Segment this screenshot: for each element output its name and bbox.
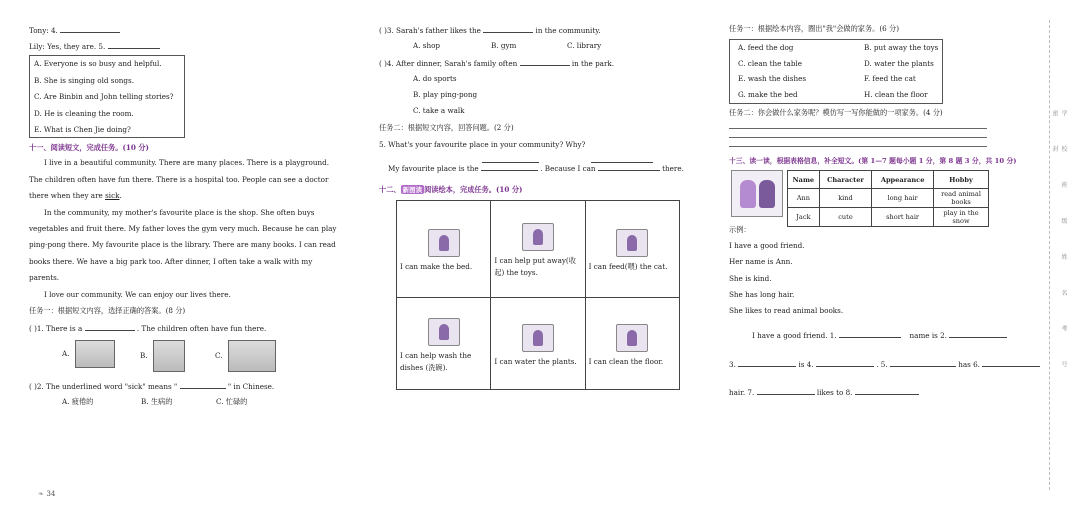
chores-box: [729, 39, 943, 104]
q1-option-a[interactable]: A.: [62, 340, 115, 368]
new-reading-badge: 新图读: [402, 186, 423, 194]
q2-option-a[interactable]: A. 疲倦的: [62, 397, 94, 406]
q5-place-blank[interactable]: [481, 162, 538, 171]
table-cell: short hair: [872, 208, 934, 227]
header-hobby: Hobby: [934, 171, 989, 189]
q4-option-b[interactable]: B. play ping-pong: [413, 90, 478, 99]
fill-blank-8[interactable]: [855, 386, 919, 395]
fill-line-3: hair. 7. likes to 8.: [729, 386, 919, 397]
make-bed-illustration: [428, 229, 460, 257]
q2-option-b[interactable]: B. 生病的: [141, 397, 173, 406]
shop-image: [75, 340, 115, 368]
q1-option-b[interactable]: B.: [140, 340, 185, 372]
feed-cat-illustration: [616, 229, 648, 257]
q3-option-b[interactable]: B. gym: [491, 41, 517, 50]
grid-cell-5: I can water the plants.: [491, 298, 585, 390]
section-12-title: 十二、 新图读 阅读绘本，完成任务。(10 分): [379, 185, 523, 194]
playground-image: [228, 340, 276, 372]
passage-para1-line3: there when they are sick.: [29, 191, 122, 200]
chore-b[interactable]: B. put away the toys: [864, 43, 939, 52]
chore-c[interactable]: C. clean the table: [738, 58, 802, 68]
passage-para2-line1: In the community, my mother's favourite place is the shop. She often buys: [44, 208, 315, 217]
q3-option-a[interactable]: A. shop: [413, 41, 441, 50]
chore-g[interactable]: G. make the bed: [738, 89, 798, 99]
table-cell: cute: [819, 208, 871, 227]
q2-blank[interactable]: [180, 380, 226, 389]
friend-info-table: [787, 170, 989, 227]
table-cell: read animal books: [934, 189, 989, 208]
grid-cell-4: I can help wash the dishes (洗碗).: [397, 298, 491, 390]
example-line-2: Her name is Ann.: [729, 257, 793, 266]
chore-f[interactable]: F. feed the cat: [864, 74, 916, 83]
fill-line-2: 3. is 4. . 5. has 6.: [729, 358, 1040, 369]
option-d: D. He is cleaning the room.: [34, 108, 134, 118]
header-appearance: Appearance: [872, 171, 934, 189]
answer-blank-5[interactable]: [108, 40, 160, 49]
writing-line-2[interactable]: [729, 137, 987, 138]
grid-cell-2: I can help put away(收起) the toys.: [491, 201, 585, 298]
right-task2-title: 任务二：你会做什么家务呢？模仿写一写你能做的一项家务。(4 分): [729, 108, 943, 117]
grid-cell-6: I can clean the floor.: [585, 298, 679, 390]
example-line-3: She is kind.: [729, 274, 772, 283]
dialogue-options-box: [29, 55, 185, 138]
passage-para2-line3: ping-pong there. My favourite place is the library. There are many books. I can read: [29, 240, 336, 249]
wash-dishes-illustration: [428, 318, 460, 346]
underlined-sick: sick: [105, 191, 120, 200]
fill-blank-1[interactable]: [839, 329, 901, 338]
section-13-title: 十三、读一读，根据表格信息，补全短文。(第 1—7 题每小题 1 分，第 8 题 3 分，共 10 分): [729, 157, 1017, 165]
friends-illustration: [731, 170, 783, 217]
hospital-image: [153, 340, 185, 372]
option-c: C. Are Binbin and John telling stories?: [34, 92, 174, 101]
passage-para3: I love our community. We can enjoy our lives there.: [44, 290, 231, 299]
fill-blank-3[interactable]: [738, 358, 796, 367]
task1-title: 任务一：根据短文内容，选择正确的答案。(8 分): [29, 306, 186, 315]
answer-blank-4[interactable]: [60, 24, 120, 33]
passage-para2-line4: books there. We have a big park too. After dinner, I often take a walk with my: [29, 257, 313, 266]
header-name: Name: [788, 171, 820, 189]
q4-option-c[interactable]: C. take a walk: [413, 106, 465, 115]
example-line-1: I have a good friend.: [729, 241, 805, 250]
table-cell: Ann: [788, 189, 820, 208]
q5-reason-blank[interactable]: [598, 162, 660, 171]
question-1: ( )1. There is a . The children often have fun there.: [29, 324, 267, 333]
q5-answer-line2: My favourite place is the . Because I can there.: [388, 164, 684, 173]
passage-para2-line5: parents.: [29, 273, 60, 282]
fill-blank-5[interactable]: [890, 358, 956, 367]
option-e: E. What is Chen Jie doing?: [34, 125, 131, 134]
tony-line: Tony: 4.: [29, 24, 120, 35]
table-cell: play in the snow: [934, 208, 989, 227]
option-a: A. Everyone is so busy and helpful.: [34, 59, 162, 68]
binding-margin-text: 学 校 班 级 姓 名 考 号 密 封: [1051, 110, 1067, 382]
table-cell: long hair: [872, 189, 934, 208]
q2-option-c[interactable]: C. 忙碌的: [216, 397, 248, 406]
table-cell: Jack: [788, 208, 820, 227]
chore-e[interactable]: E. wash the dishes: [738, 74, 807, 83]
question-4: ( )4. After dinner, Sarah's family often in the park.: [379, 59, 615, 68]
water-plants-illustration: [522, 324, 554, 352]
writing-line-1[interactable]: [729, 128, 987, 129]
chore-a[interactable]: A. feed the dog: [738, 43, 794, 52]
chore-h[interactable]: H. clean the floor: [864, 89, 928, 99]
question-5: 5. What's your favourite place in your community? Why?: [379, 140, 586, 149]
header-character: Character: [819, 171, 871, 189]
grid-cell-3: I can feed(喂) the cat.: [585, 201, 679, 298]
fill-blank-4[interactable]: [816, 358, 874, 367]
fill-blank-6[interactable]: [982, 358, 1040, 367]
grid-cell-1: I can make the bed.: [397, 201, 491, 298]
fill-line-1: I have a good friend. 1. name is 2.: [752, 329, 1007, 340]
right-task1-title: 任务一：根据绘本内容，圈出"我"会做的家务。(6 分): [729, 24, 900, 33]
q4-blank[interactable]: [520, 57, 570, 66]
picture-book-grid: [396, 200, 680, 390]
fill-blank-7[interactable]: [757, 386, 815, 395]
task2-title: 任务二：根据短文内容，回答问题。(2 分): [379, 123, 514, 132]
writing-line-3[interactable]: [729, 146, 987, 147]
q3-blank[interactable]: [483, 24, 533, 33]
page-number: ❧ 34: [38, 489, 56, 498]
passage-para2-line2: vegetables and fruit there. My father loves the gym very much. Because he can play: [29, 224, 337, 233]
leaf-icon: ❧: [38, 489, 45, 498]
put-away-toys-illustration: [522, 223, 554, 251]
example-line-4: She has long hair.: [729, 290, 795, 299]
q3-option-c[interactable]: C. library: [567, 41, 602, 50]
q4-option-a[interactable]: A. do sports: [413, 74, 457, 83]
lily-line: Lily: Yes, they are. 5.: [29, 40, 160, 51]
q1-blank[interactable]: [85, 322, 135, 331]
margin-dashed-line: [1049, 20, 1050, 490]
fill-blank-2[interactable]: [949, 329, 1007, 338]
example-label: 示例：: [729, 225, 751, 234]
question-3: ( )3. Sarah's father likes the in the community.: [379, 26, 601, 35]
question-2: ( )2. The underlined word "sick" means " " in Chinese.: [29, 382, 275, 391]
clean-floor-illustration: [616, 324, 648, 352]
example-line-5: She likes to read animal books.: [729, 306, 844, 315]
passage-para1-line1: I live in a beautiful community. There are many places. There is a playground.: [44, 158, 329, 167]
q1-option-c[interactable]: C.: [215, 340, 276, 372]
table-cell: kind: [819, 189, 871, 208]
option-b: B. She is singing old songs.: [34, 75, 134, 85]
passage-para1-line2: The children often have fun there. There is a hospital too. People can see a doctor: [29, 175, 329, 184]
chore-d[interactable]: D. water the plants: [864, 58, 934, 68]
section-11-title: 十一、阅读短文，完成任务。(10 分): [29, 143, 149, 152]
